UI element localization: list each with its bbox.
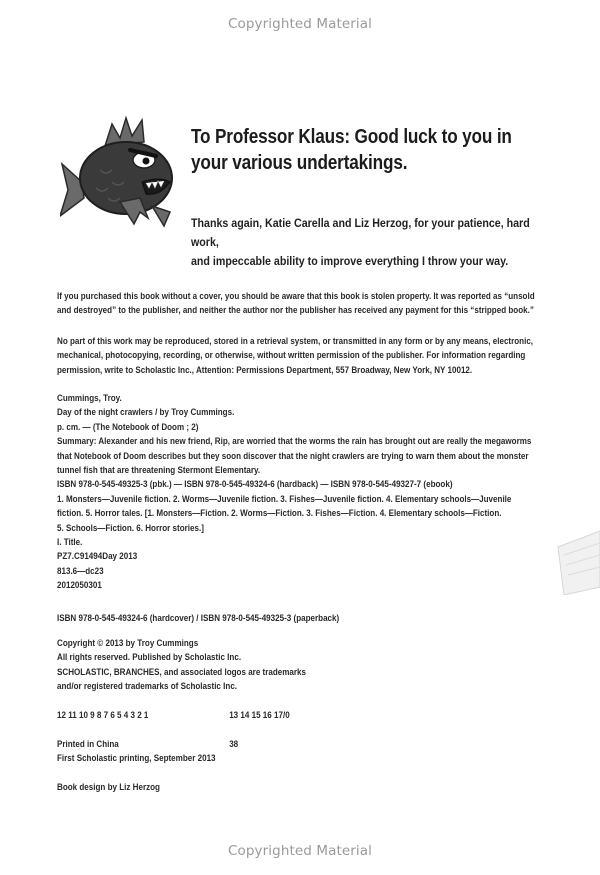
cip-line: p. cm. — (The Notebook of Doom ; 2) xyxy=(57,421,199,433)
isbn-line xyxy=(57,612,527,626)
cip-line: fiction. 5. Horror tales. [1. Monsters—Fiction. 2. Worms—Fiction. 3. Fishes—Fiction. 4. Elementary schools—Fiction. xyxy=(57,508,502,520)
cip-line: Day of the night crawlers / by Troy Cummings. xyxy=(57,407,235,419)
notice-line: If you purchased this book without a cover, you should be aware that this book is stolen property. It was reported as “unsold xyxy=(57,291,535,302)
notice-line: permission, write to Scholastic Inc., Attention: Permissions Department, 557 Broadway, New York, NY 10012. xyxy=(57,364,473,376)
notice-line: No part of this work may be reproduced, stored in a retrieval system, or transmitted in any form or by any means, electronic, xyxy=(57,336,534,347)
cip-line: tunnel fish that are threatening Stermont Elementary. xyxy=(57,465,261,477)
copyright-block xyxy=(57,637,527,695)
notice-line: mechanical, photocopying, recording, or otherwise, without written permission of the publisher. For information regarding xyxy=(57,350,526,362)
cip-line: Cummings, Troy. xyxy=(57,393,122,404)
copyright-line: SCHOLASTIC, BRANCHES, and associated logos are trademarks xyxy=(57,666,306,678)
acknowledgment-line-1: Thanks again, Katie Carella and Liz Herzog, for your patience, hard work, xyxy=(191,216,530,249)
printing-numbers-right: 13 14 15 16 17/0 xyxy=(229,710,290,721)
copyright-line: and/or registered trademarks of Scholastic Inc. xyxy=(57,681,238,693)
watermark-bottom: Copyrighted Material xyxy=(228,843,372,859)
cip-line: I. Title. xyxy=(57,537,83,549)
printed-in: Printed in China xyxy=(57,739,119,750)
adjacent-page-edge xyxy=(550,525,600,595)
printing-info xyxy=(57,738,309,767)
watermark-top: Copyrighted Material xyxy=(228,16,372,32)
notice-line: and destroyed” to the publisher, and neither the author nor the publisher has received any payment for this “stripped book.” xyxy=(57,305,534,317)
fish-monster-illustration xyxy=(60,112,190,237)
cip-line: that Notebook of Doom describes but they soon discover that the night crawlers are trying to warn them about the monster xyxy=(57,450,529,462)
cataloging-in-publication xyxy=(57,392,532,594)
dedication-line-1: To Professor Klaus: Good luck to you in xyxy=(191,126,512,148)
design-credit xyxy=(57,781,527,795)
acknowledgment xyxy=(191,214,544,271)
cip-line: 813.6—dc23 xyxy=(57,565,104,577)
cip-line: ISBN 978-0-545-49325-3 (pbk.) — ISBN 978-0-545-49324-6 (hardback) — ISBN 978-0-545-49327-7 (ebook) xyxy=(57,479,453,491)
acknowledgment-line-2: and impeccable ability to improve everything I throw your way. xyxy=(191,254,509,268)
dedication-line-2: your various undertakings. xyxy=(191,152,408,174)
stripped-book-notice xyxy=(57,290,535,319)
cip-line: Summary: Alexander and his new friend, Rip, are worried that the worms the rain has brought out are really the megaworms xyxy=(57,436,532,448)
first-printing: First Scholastic printing, September 2013 xyxy=(57,753,216,765)
design-credit-text: Book design by Liz Herzog xyxy=(57,782,160,793)
printing-number-line xyxy=(57,710,309,724)
dedication xyxy=(191,124,552,176)
cip-line: 1. Monsters—Juvenile fiction. 2. Worms—Juvenile fiction. 3. Fishes—Juvenile fiction. 4. Elementary schools—Juvenile xyxy=(57,493,512,505)
cip-line: PZ7.C91494Day 2013 xyxy=(57,551,138,563)
copyright-line: All rights reserved. Published by Scholastic Inc. xyxy=(57,652,242,664)
cip-line: 2012050301 xyxy=(57,580,102,592)
cip-line: 5. Schools—Fiction. 6. Horror stories.] xyxy=(57,522,204,534)
printing-numbers-left: 12 11 10 9 8 7 6 5 4 3 2 1 xyxy=(57,710,149,721)
isbn-text: ISBN 978-0-545-49324-6 (hardcover) / ISBN 978-0-545-49325-3 (paperback) xyxy=(57,613,340,624)
printed-code: 38 xyxy=(229,739,239,750)
copyright-line: Copyright © 2013 by Troy Cummings xyxy=(57,638,199,649)
rights-notice xyxy=(57,335,534,378)
